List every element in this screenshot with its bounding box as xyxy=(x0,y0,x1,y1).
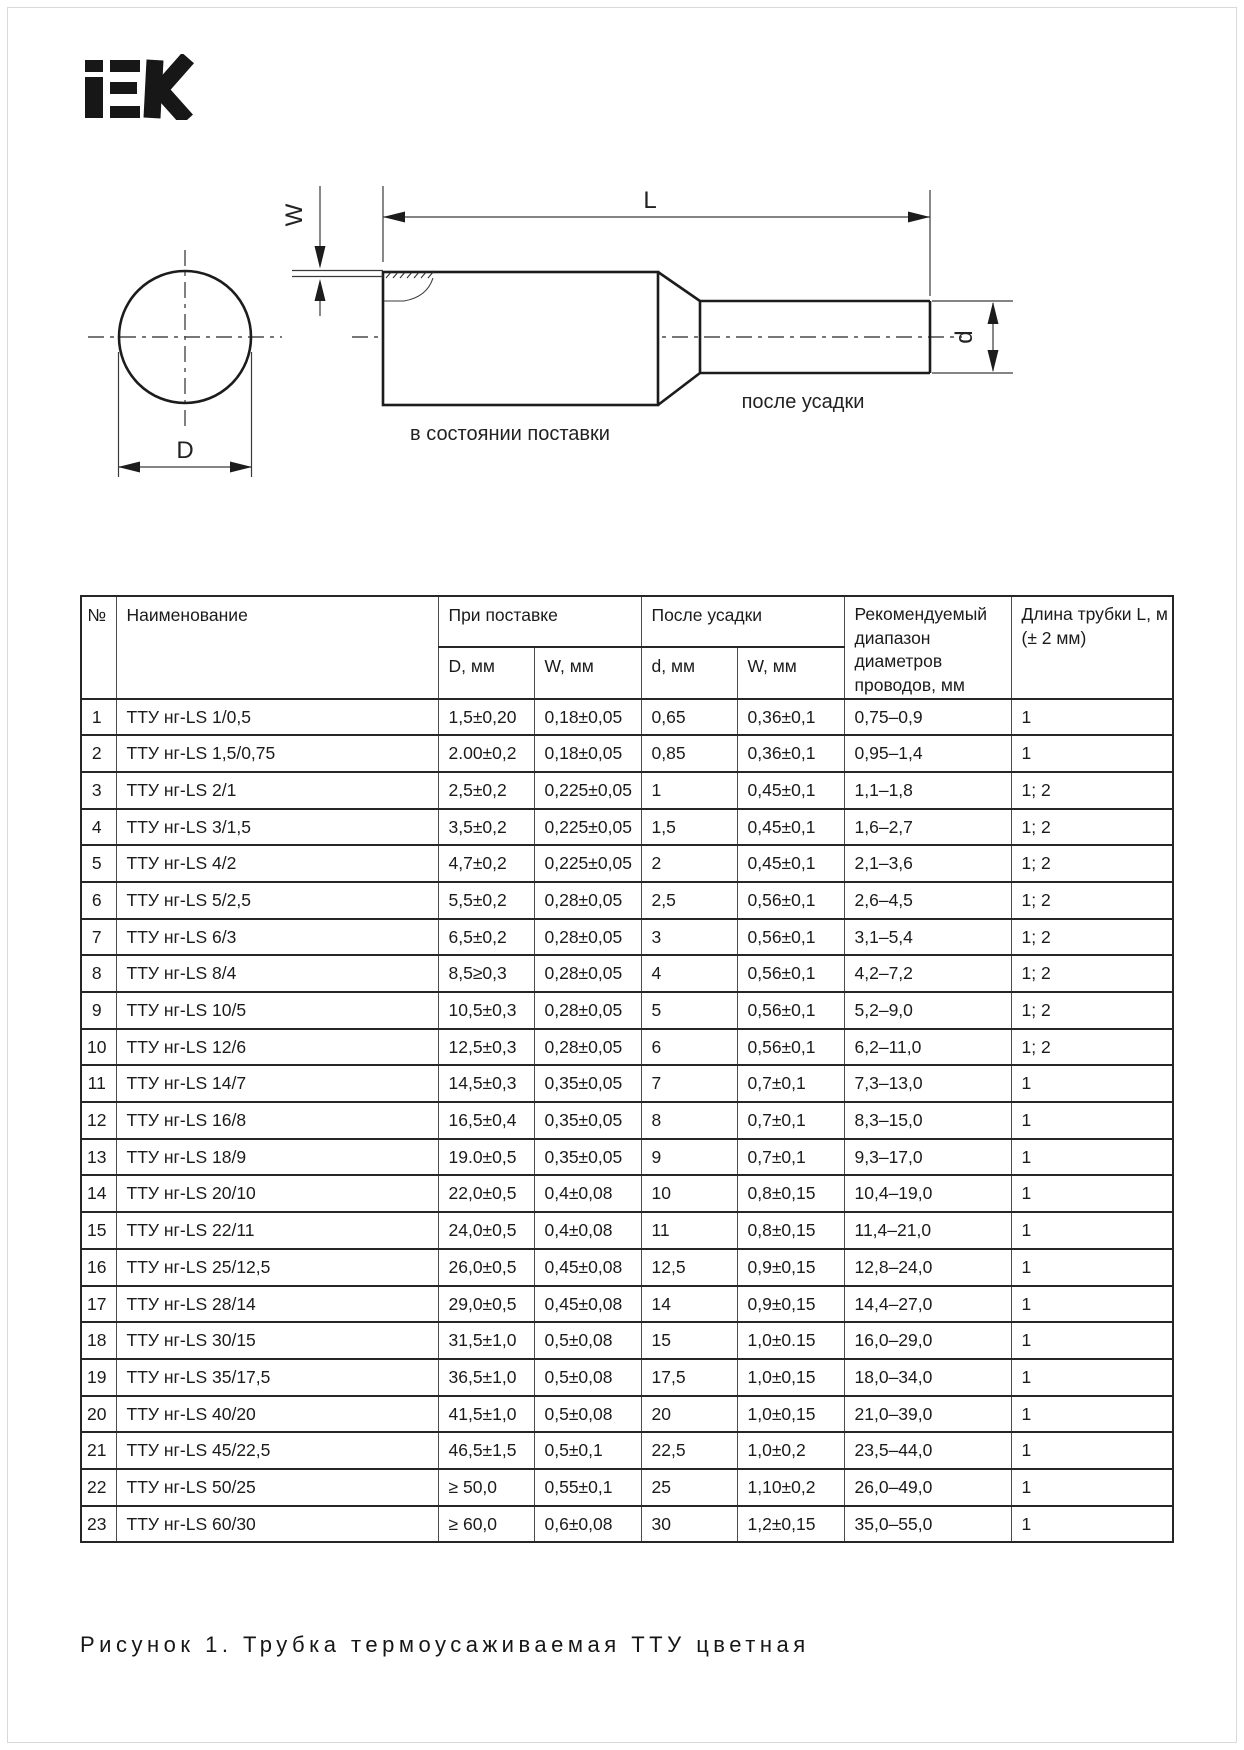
table-cell: 14,5±0,3 xyxy=(438,1065,534,1102)
table-row xyxy=(81,735,1173,772)
table-cell: ТТУ нг-LS 12/6 xyxy=(116,1029,438,1066)
table-cell: 0,18±0,05 xyxy=(534,735,641,772)
table-cell: 3 xyxy=(641,919,737,956)
arrow-W-down xyxy=(315,246,326,269)
table-cell: 0,28±0,05 xyxy=(534,992,641,1029)
label-shrunk-state: после усадки xyxy=(741,391,865,413)
table-cell: 1 xyxy=(1011,699,1173,736)
table-cell: 1; 2 xyxy=(1011,772,1173,809)
table-row xyxy=(81,1286,1173,1323)
table-cell: 16 xyxy=(81,1249,116,1286)
table-cell: 1 xyxy=(1011,1506,1173,1543)
table-cell: 30 xyxy=(641,1506,737,1543)
table-cell: 1; 2 xyxy=(1011,1029,1173,1066)
table-cell: 14,4–27,0 xyxy=(844,1286,1011,1323)
col-header-d-mm: d, мм xyxy=(641,647,737,698)
table-cell: 0,28±0,05 xyxy=(534,919,641,956)
table-cell: 2.00±0,2 xyxy=(438,735,534,772)
table-row xyxy=(81,1212,1173,1249)
table-cell: ТТУ нг-LS 50/25 xyxy=(116,1469,438,1506)
table-cell: 46,5±1,5 xyxy=(438,1432,534,1469)
table-row xyxy=(81,1469,1173,1506)
table-cell: ТТУ нг-LS 1,5/0,75 xyxy=(116,735,438,772)
table-cell: 22,0±0,5 xyxy=(438,1175,534,1212)
table-cell: 9 xyxy=(81,992,116,1029)
col-header-D-mm: D, мм xyxy=(438,647,534,698)
table-row xyxy=(81,992,1173,1029)
table-row xyxy=(81,1359,1173,1396)
table-row xyxy=(81,1029,1173,1066)
table-cell: 16,0–29,0 xyxy=(844,1322,1011,1359)
arrow-D-right xyxy=(230,462,252,473)
table-row xyxy=(81,1175,1173,1212)
table-cell: 0,45±0,1 xyxy=(737,845,844,882)
table-cell: 5 xyxy=(641,992,737,1029)
table-cell: 18 xyxy=(81,1322,116,1359)
table-cell: 1 xyxy=(81,699,116,736)
table-cell: 23 xyxy=(81,1506,116,1543)
table-cell: 1; 2 xyxy=(1011,882,1173,919)
table-cell: 14 xyxy=(81,1175,116,1212)
table-cell: 22,5 xyxy=(641,1432,737,1469)
table-cell: 1; 2 xyxy=(1011,955,1173,992)
table-cell: 15 xyxy=(641,1322,737,1359)
table-cell: 19.0±0,5 xyxy=(438,1139,534,1176)
table-cell: ТТУ нг-LS 45/22,5 xyxy=(116,1432,438,1469)
table-cell: 20 xyxy=(641,1396,737,1433)
table-row xyxy=(81,1506,1173,1543)
table-cell: 6,5±0,2 xyxy=(438,919,534,956)
dim-label-D: D xyxy=(176,437,194,464)
table-cell: 1 xyxy=(1011,1322,1173,1359)
table-cell: 11,4–21,0 xyxy=(844,1212,1011,1249)
table-cell: 0,225±0,05 xyxy=(534,809,641,846)
table-cell: 0,9±0,15 xyxy=(737,1249,844,1286)
table-cell: 8,3–15,0 xyxy=(844,1102,1011,1139)
table-cell: ТТУ нг-LS 3/1,5 xyxy=(116,809,438,846)
table-cell: 1 xyxy=(1011,1139,1173,1176)
table-cell: 1,0±0,2 xyxy=(737,1432,844,1469)
label-supplied-state: в состоянии поставки xyxy=(410,423,610,445)
table-cell: 8 xyxy=(81,955,116,992)
table-cell: 0,45±0,08 xyxy=(534,1286,641,1323)
table-cell: 0,45±0,08 xyxy=(534,1249,641,1286)
table-cell: 1 xyxy=(1011,1359,1173,1396)
table-cell: 7,3–13,0 xyxy=(844,1065,1011,1102)
table-cell: 1; 2 xyxy=(1011,845,1173,882)
table-cell: 0,8±0,15 xyxy=(737,1212,844,1249)
table-cell: ТТУ нг-LS 14/7 xyxy=(116,1065,438,1102)
table-cell: 8,5≥0,3 xyxy=(438,955,534,992)
table-cell: 11 xyxy=(81,1065,116,1102)
table-cell: 2,1–3,6 xyxy=(844,845,1011,882)
table-cell: 21 xyxy=(81,1432,116,1469)
table-cell: ТТУ нг-LS 8/4 xyxy=(116,955,438,992)
table-cell: 0,28±0,05 xyxy=(534,882,641,919)
table-cell: 10,4–19,0 xyxy=(844,1175,1011,1212)
col-header-length: Длина трубки L, м (± 2 мм) xyxy=(1011,596,1173,699)
table-cell: 0,5±0,08 xyxy=(534,1396,641,1433)
table-cell: 0,28±0,05 xyxy=(534,955,641,992)
table-row xyxy=(81,955,1173,992)
table-cell: 1,5 xyxy=(641,809,737,846)
table-row xyxy=(81,1065,1173,1102)
table-cell: 5,2–9,0 xyxy=(844,992,1011,1029)
table-cell: 2,5±0,2 xyxy=(438,772,534,809)
table-row xyxy=(81,772,1173,809)
table-cell: 1,0±0,15 xyxy=(737,1396,844,1433)
table-cell: 9 xyxy=(641,1139,737,1176)
col-header-W-mm-supply: W, мм xyxy=(534,647,641,698)
table-cell: 0,55±0,1 xyxy=(534,1469,641,1506)
table-cell: 1 xyxy=(1011,1286,1173,1323)
dim-label-L: L xyxy=(643,187,657,214)
table-cell: 17,5 xyxy=(641,1359,737,1396)
table-cell: 1 xyxy=(641,772,737,809)
table-row xyxy=(81,809,1173,846)
table-cell: ≥ 50,0 xyxy=(438,1469,534,1506)
arrow-L-right xyxy=(908,212,930,223)
table-cell: ТТУ нг-LS 1/0,5 xyxy=(116,699,438,736)
table-cell: 0,4±0,08 xyxy=(534,1175,641,1212)
table-cell: 0,4±0,08 xyxy=(534,1212,641,1249)
table-cell: 29,0±0,5 xyxy=(438,1286,534,1323)
table-cell: 3 xyxy=(81,772,116,809)
table-cell: 3,1–5,4 xyxy=(844,919,1011,956)
table-cell: ТТУ нг-LS 35/17,5 xyxy=(116,1359,438,1396)
table-cell: 0,28±0,05 xyxy=(534,1029,641,1066)
table-cell: 35,0–55,0 xyxy=(844,1506,1011,1543)
table-cell: ТТУ нг-LS 5/2,5 xyxy=(116,882,438,919)
table-row xyxy=(81,699,1173,736)
table-cell: 0,36±0,1 xyxy=(737,735,844,772)
table-cell: 11 xyxy=(641,1212,737,1249)
table-cell: 0,56±0,1 xyxy=(737,882,844,919)
table-cell: 9,3–17,0 xyxy=(844,1139,1011,1176)
table-cell: 1; 2 xyxy=(1011,919,1173,956)
table-cell: 36,5±1,0 xyxy=(438,1359,534,1396)
table-cell: 1; 2 xyxy=(1011,992,1173,1029)
table-cell: 0,65 xyxy=(641,699,737,736)
table-row xyxy=(81,919,1173,956)
table-cell: 0,95–1,4 xyxy=(844,735,1011,772)
table-cell: 1,0±0.15 xyxy=(737,1322,844,1359)
table-cell: 4 xyxy=(641,955,737,992)
table-cell: 2 xyxy=(81,735,116,772)
table-cell: 10,5±0,3 xyxy=(438,992,534,1029)
table-cell: 4,7±0,2 xyxy=(438,845,534,882)
table-cell: 12,8–24,0 xyxy=(844,1249,1011,1286)
col-header-name: Наименование xyxy=(116,596,438,699)
table-cell: 10 xyxy=(641,1175,737,1212)
table-cell: 0,45±0,1 xyxy=(737,772,844,809)
table-cell: 1 xyxy=(1011,1469,1173,1506)
table-cell: 5,5±0,2 xyxy=(438,882,534,919)
table-cell: 10 xyxy=(81,1029,116,1066)
table-row xyxy=(81,1249,1173,1286)
col-header-after-shrink: После усадки xyxy=(641,596,844,647)
wall-leader-lines xyxy=(292,271,383,277)
table-cell: 1,2±0,15 xyxy=(737,1506,844,1543)
table-cell: 6 xyxy=(641,1029,737,1066)
col-header-range: Рекомендуемый диапазон диаметров проводов, мм xyxy=(844,596,1011,699)
table-cell: 0,225±0,05 xyxy=(534,772,641,809)
table-cell: 0,35±0,05 xyxy=(534,1065,641,1102)
table-cell: 25 xyxy=(641,1469,737,1506)
table-cell: 1; 2 xyxy=(1011,809,1173,846)
table-cell: 1,6–2,7 xyxy=(844,809,1011,846)
table-cell: 6,2–11,0 xyxy=(844,1029,1011,1066)
table-cell: 21,0–39,0 xyxy=(844,1396,1011,1433)
table-cell: ТТУ нг-LS 18/9 xyxy=(116,1139,438,1176)
spec-table xyxy=(80,595,1174,1543)
table-cell: 1 xyxy=(1011,735,1173,772)
table-cell: 1,1–1,8 xyxy=(844,772,1011,809)
table-cell: 26,0–49,0 xyxy=(844,1469,1011,1506)
col-header-at-supply: При поставке xyxy=(438,596,641,647)
table-cell: ТТУ нг-LS 10/5 xyxy=(116,992,438,1029)
table-cell: 0,5±0,1 xyxy=(534,1432,641,1469)
table-cell: 0,18±0,05 xyxy=(534,699,641,736)
table-cell: 0,9±0,15 xyxy=(737,1286,844,1323)
technical-drawing xyxy=(0,0,1244,540)
table-cell: ТТУ нг-LS 40/20 xyxy=(116,1396,438,1433)
table-cell: 15 xyxy=(81,1212,116,1249)
dim-label-d: d xyxy=(951,330,978,344)
table-row xyxy=(81,882,1173,919)
table-cell: 17 xyxy=(81,1286,116,1323)
table-cell: 22 xyxy=(81,1469,116,1506)
table-cell: 0,35±0,05 xyxy=(534,1102,641,1139)
table-cell: 0,56±0,1 xyxy=(737,1029,844,1066)
table-cell: ТТУ нг-LS 22/11 xyxy=(116,1212,438,1249)
table-cell: 2,5 xyxy=(641,882,737,919)
table-cell: 0,36±0,1 xyxy=(737,699,844,736)
col-header-W-mm-shrink: W, мм xyxy=(737,647,844,698)
table-cell: 18,0–34,0 xyxy=(844,1359,1011,1396)
table-cell: 1,0±0,15 xyxy=(737,1359,844,1396)
table-cell: 0,225±0,05 xyxy=(534,845,641,882)
dim-label-W: W xyxy=(281,203,308,227)
col-header-num: № xyxy=(81,596,116,699)
table-cell: 19 xyxy=(81,1359,116,1396)
table-row xyxy=(81,1139,1173,1176)
table-cell: ТТУ нг-LS 16/8 xyxy=(116,1102,438,1139)
table-cell: 12,5±0,3 xyxy=(438,1029,534,1066)
table-cell: 1,5±0,20 xyxy=(438,699,534,736)
table-cell: 3,5±0,2 xyxy=(438,809,534,846)
table-cell: 0,5±0,08 xyxy=(534,1359,641,1396)
table-row xyxy=(81,1396,1173,1433)
arrow-W-up xyxy=(315,279,326,301)
table-cell: 0,56±0,1 xyxy=(737,992,844,1029)
table-cell: 0,56±0,1 xyxy=(737,955,844,992)
table-cell: 12,5 xyxy=(641,1249,737,1286)
table-cell: 7 xyxy=(81,919,116,956)
tube-shrunk-body xyxy=(658,272,930,405)
table-cell: 0,45±0,1 xyxy=(737,809,844,846)
table-cell: 0,5±0,08 xyxy=(534,1322,641,1359)
table-cell: 4,2–7,2 xyxy=(844,955,1011,992)
table-cell: 2 xyxy=(641,845,737,882)
table-cell: 0,8±0,15 xyxy=(737,1175,844,1212)
table-row xyxy=(81,1102,1173,1139)
table-cell: ТТУ нг-LS 25/12,5 xyxy=(116,1249,438,1286)
table-cell: 0,6±0,08 xyxy=(534,1506,641,1543)
table-cell: 1,10±0,2 xyxy=(737,1469,844,1506)
table-cell: 41,5±1,0 xyxy=(438,1396,534,1433)
table-row xyxy=(81,1432,1173,1469)
arrow-d-up xyxy=(988,302,999,324)
table-cell: 1 xyxy=(1011,1212,1173,1249)
arrow-L-left xyxy=(383,212,405,223)
table-cell: 5 xyxy=(81,845,116,882)
table-cell: 0,75–0,9 xyxy=(844,699,1011,736)
figure-caption: Рисунок 1. Трубка термоусаживаемая ТТУ цветная xyxy=(80,1632,810,1657)
table-cell: 1 xyxy=(1011,1432,1173,1469)
table-cell: ТТУ нг-LS 20/10 xyxy=(116,1175,438,1212)
table-cell: 0,7±0,1 xyxy=(737,1102,844,1139)
table-cell: ТТУ нг-LS 4/2 xyxy=(116,845,438,882)
table-cell: 1 xyxy=(1011,1249,1173,1286)
table-cell: 0,7±0,1 xyxy=(737,1139,844,1176)
table-cell: 0,35±0,05 xyxy=(534,1139,641,1176)
table-cell: 1 xyxy=(1011,1065,1173,1102)
table-cell: ТТУ нг-LS 6/3 xyxy=(116,919,438,956)
table-cell: 1 xyxy=(1011,1102,1173,1139)
table-row xyxy=(81,845,1173,882)
table-cell: 26,0±0,5 xyxy=(438,1249,534,1286)
table-cell: 2,6–4,5 xyxy=(844,882,1011,919)
table-cell: 4 xyxy=(81,809,116,846)
table-cell: 0,85 xyxy=(641,735,737,772)
table-cell: 16,5±0,4 xyxy=(438,1102,534,1139)
table-cell: 24,0±0,5 xyxy=(438,1212,534,1249)
table-cell: 1 xyxy=(1011,1396,1173,1433)
table-cell: 31,5±1,0 xyxy=(438,1322,534,1359)
table-row xyxy=(81,1322,1173,1359)
table-cell: ТТУ нг-LS 60/30 xyxy=(116,1506,438,1543)
table-cell: 0,7±0,1 xyxy=(737,1065,844,1102)
table-cell: ТТУ нг-LS 28/14 xyxy=(116,1286,438,1323)
table-cell: ≥ 60,0 xyxy=(438,1506,534,1543)
table-cell: 14 xyxy=(641,1286,737,1323)
table-cell: 20 xyxy=(81,1396,116,1433)
table-cell: 12 xyxy=(81,1102,116,1139)
table-cell: 0,56±0,1 xyxy=(737,919,844,956)
table-cell: 7 xyxy=(641,1065,737,1102)
table-cell: 23,5–44,0 xyxy=(844,1432,1011,1469)
table-cell: 13 xyxy=(81,1139,116,1176)
arrow-d-down xyxy=(988,350,999,372)
arrow-D-left xyxy=(118,462,140,473)
table-cell: 6 xyxy=(81,882,116,919)
table-cell: 1 xyxy=(1011,1175,1173,1212)
table-cell: ТТУ нг-LS 30/15 xyxy=(116,1322,438,1359)
table-cell: ТТУ нг-LS 2/1 xyxy=(116,772,438,809)
header-row-1 xyxy=(81,596,1173,647)
table-cell: 8 xyxy=(641,1102,737,1139)
